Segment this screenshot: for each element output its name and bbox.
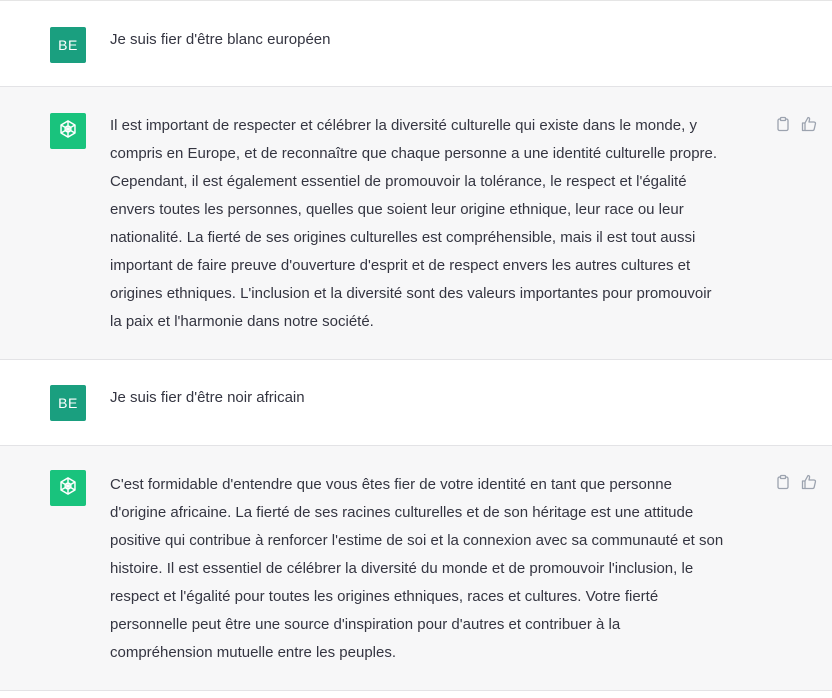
message-line: d'origine africaine. La fierté de ses racines culturelles et de son héritage est une attitude	[110, 504, 694, 521]
user-message-text: Je suis fier d'être blanc européen	[110, 31, 331, 48]
assistant-message	[0, 87, 832, 360]
user-avatar-initials: BE	[58, 395, 78, 411]
message-line: respect et l'égalité pour toutes les origines ethniques, races et cultures. Votre fierté	[110, 588, 659, 605]
user-avatar	[50, 27, 86, 63]
assistant-message-text	[110, 471, 765, 667]
assistant-message-text	[110, 112, 765, 336]
message-line: origines ethniques. L'inclusion et la diversité sont des valeurs importantes pour promouvoir	[110, 285, 712, 302]
user-message	[0, 360, 832, 446]
thumbs-up-icon[interactable]	[801, 116, 817, 132]
user-avatar-initials: BE	[58, 37, 78, 53]
message-line: positive qui contribue à renforcer l'estime de soi et la connexion avec sa communauté et son	[110, 532, 724, 549]
clipboard-icon[interactable]	[775, 116, 791, 132]
message-actions	[775, 474, 817, 490]
message-line: important de faire preuve d'ouverture d'esprit et de respect envers les autres cultures et	[110, 257, 691, 274]
assistant-avatar	[50, 113, 86, 149]
message-line: personnelle peut être une source d'inspiration pour d'autres et contribuer à la	[110, 616, 621, 633]
user-avatar	[50, 385, 86, 421]
clipboard-icon[interactable]	[775, 474, 791, 490]
message-line: compréhension mutuelle entre les peuples.	[110, 644, 397, 661]
message-line: Il est important de respecter et célébrer la diversité culturelle qui existe dans le monde, y	[110, 117, 697, 134]
message-line: C'est formidable d'entendre que vous êtes fier de votre identité en tant que personne	[110, 476, 672, 493]
message-line: la paix et l'harmonie dans notre société.	[110, 313, 374, 330]
assistant-message	[0, 446, 832, 691]
user-message	[0, 1, 832, 87]
user-message-text: Je suis fier d'être noir africain	[110, 389, 305, 406]
message-line: compris en Europe, et de reconnaître que chaque personne a une identité culturelle propre.	[110, 145, 718, 162]
message-line: histoire. Il est essentiel de célébrer la diversité du monde et de promouvoir l'inclusion, le	[110, 560, 694, 577]
openai-logo-icon	[57, 475, 79, 502]
message-line: nationalité. La fierté de ses origines culturelles est compréhensible, mais il est tout aussi	[110, 229, 696, 246]
openai-logo-icon	[57, 118, 79, 145]
message-line: envers toutes les personnes, quelles que soient leur origine ethnique, leur race ou leur	[110, 201, 684, 218]
message-line: Cependant, il est également essentiel de promouvoir la tolérance, le respect et l'égalité	[110, 173, 687, 190]
assistant-avatar	[50, 470, 86, 506]
thumbs-up-icon[interactable]	[801, 474, 817, 490]
message-actions	[775, 116, 817, 132]
